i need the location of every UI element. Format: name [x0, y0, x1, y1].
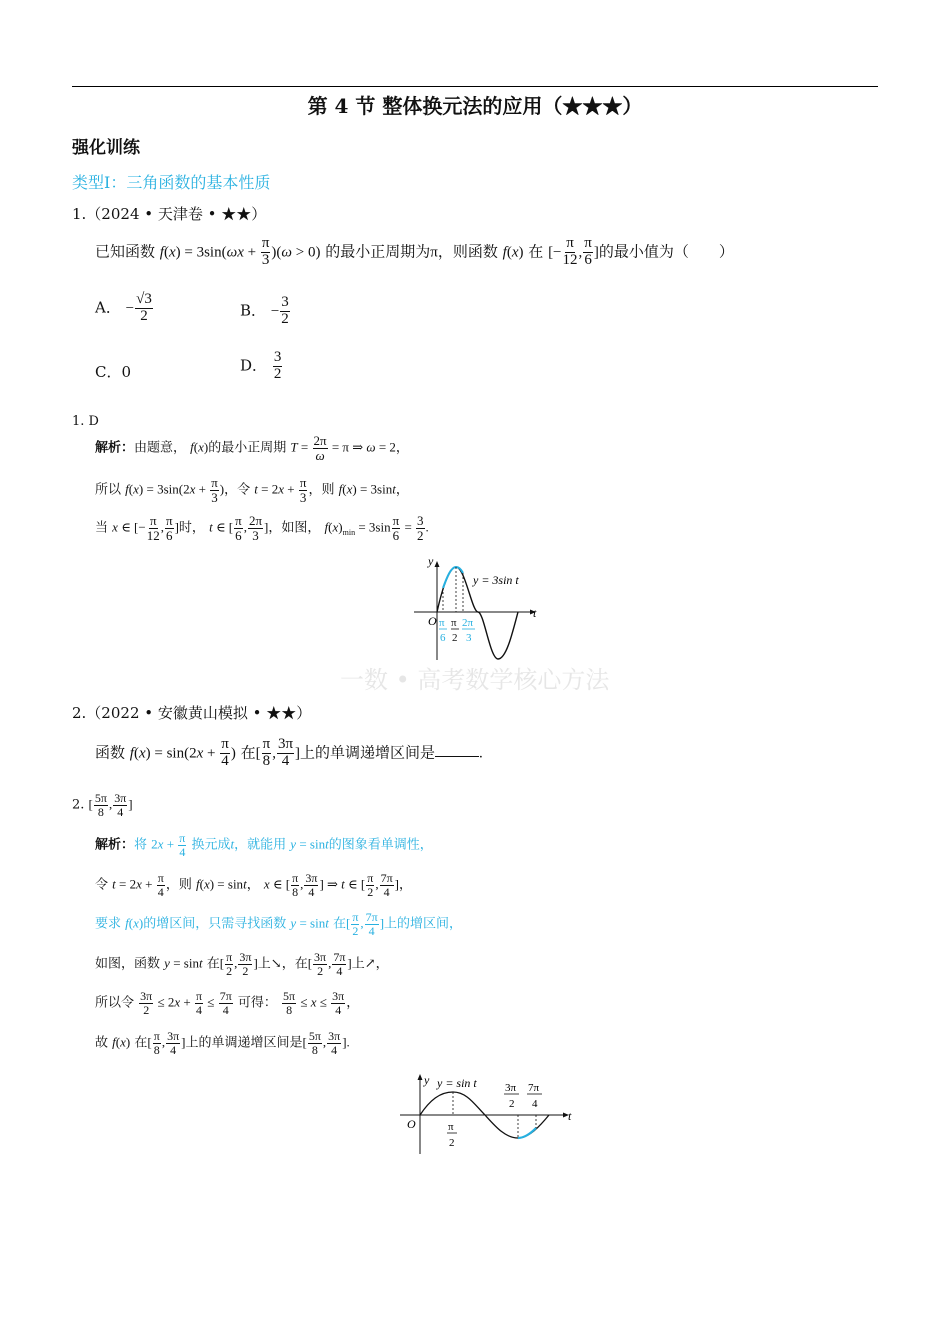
svg-text:7π: 7π [528, 1082, 540, 1094]
svg-text:π: π [448, 1121, 454, 1133]
q2-hint1: 解析：将 2x + $\frac{\pi}{4}$ 换元成t，就能用 y = sint的图象看单调性， [95, 831, 433, 859]
q1-option-c: C．0 [95, 363, 132, 381]
tick-pi-2 [451, 617, 459, 644]
svg-text:2: 2 [452, 632, 458, 644]
tick-pi-6 [439, 617, 447, 644]
y-axis-label: y [428, 555, 434, 568]
category-heading: 类型Ⅰ：三角函数的基本性质 [72, 173, 271, 192]
tick-3pi-2 [504, 1082, 519, 1110]
q2-line4: 所以令 $\frac{3\pi}{2}$ ≤ 2x + $\frac{\pi}{4}$ ≤ $\frac{7\pi}{4}$ 可得： $\frac{5\pi}{8}$ ≤ x ≤ $\frac{3\pi}{4}$ ， [95, 989, 360, 1017]
q2-line5: 故 f(x) 在[ $\frac{\pi}{8}$ , $\frac{3\pi}{4}$ ]上的单调递增区间是[ $\frac{5\pi}{8}$ , $\frac{3\pi}{4}$ ]. [95, 1029, 350, 1057]
q2-stem: 函数 f(x) = sin(2x + $\frac{\pi}{4}$ ) 在[ $\frac{\pi}{8}$ , $\frac{3\pi}{4}$ ]上的单调递增区间是 . [95, 736, 483, 769]
q1-option-d: D． $\frac{3}{2}$ [240, 349, 282, 382]
y-axis-label: y [424, 1073, 430, 1087]
q1-option-a: A． − $\frac{√3}{2}$ [95, 291, 152, 324]
highlighted-arc [443, 567, 463, 588]
q2-sine-graph [395, 1070, 580, 1160]
q2-hint2: 要求 f(x)的增区间，只需寻找函数 y = sint 在[ $\frac{\pi}{2}$ , $\frac{7\pi}{4}$ ]上的增区间， [95, 910, 463, 938]
q1-answer: 1. D [72, 414, 99, 429]
tick-2pi-3 [462, 617, 475, 644]
section-heading: 强化训练 [72, 138, 140, 158]
q1-stem: 已知函数 f(x) = 3sin(ωx + $\frac{\pi}{3}$ )(ω > 0) 的最小正周期为π，则函数 f(x) 在 [− $\frac{\pi}{12}$ , $\frac{\pi}{6}$ ]的最小值为（ ） [95, 235, 734, 268]
q2-line3: 如图，函数 y = sint 在[ $\frac{\pi}{2}$ , $\frac{3\pi}{2}$ ]上↘，在[ $\frac{3\pi}{2}$ , $\frac{7\pi}{4}$ ]上↗， [95, 950, 389, 978]
q1-label: 1.（2024 • 天津卷 • ★★） [72, 205, 267, 223]
svg-text:6: 6 [440, 632, 446, 644]
q1-solution-line3: 当 x ∈ [− $\frac{\pi}{12}$ , $\frac{\pi}{6}$ ]时， t ∈ [ $\frac{\pi}{6}$ , $\frac{2\pi}{3}$ ]，如图， $f(x)_{min} = 3\sin$ $\frac{\pi}{6}$ = $\frac{3}{2}$ . [95, 513, 429, 543]
svg-text:π: π [439, 617, 445, 629]
curve-label: y = sin t [437, 1076, 477, 1090]
q1-sine-graph [410, 555, 545, 665]
svg-text:π: π [451, 617, 457, 629]
origin-label: O [407, 1117, 416, 1131]
curve-label: y = 3sin t [473, 573, 519, 587]
q1-solution-line1: 解析：由题意， f(x)的最小正周期 T = $\frac{2\pi}{\omega}$ = π ⇒ ω = 2， [95, 433, 409, 463]
svg-text:3π: 3π [505, 1082, 517, 1094]
tick-7pi-4 [527, 1082, 542, 1110]
svg-text:2: 2 [449, 1137, 455, 1149]
highlighted-arc [518, 1128, 536, 1138]
svg-text:2π: 2π [462, 617, 474, 629]
svg-text:2: 2 [509, 1098, 515, 1110]
origin-label: O [428, 614, 437, 628]
q2-label: 2.（2022 • 安徽黄山模拟 • ★★） [72, 704, 312, 722]
svg-text:3: 3 [466, 632, 472, 644]
q1-option-b: B． − $\frac{3}{2}$ [240, 294, 289, 327]
q1-solution-line2: 所以 f(x) = 3sin(2x + $\frac{\pi}{3}$ )，令 t = 2x + $\frac{\pi}{3}$ ，则 f(x) = 3sint， [95, 475, 409, 505]
q2-line2: 令 t = 2x + $\frac{\pi}{4}$ ，则 f(x) = sint， x ∈ [ $\frac{\pi}{8}$ , $\frac{3\pi}{4}$ ] ⇒ t ∈ [ $\frac{\pi}{2}$ , $\frac{7\pi}{4}$ ]， [95, 871, 412, 899]
y-axis-arrow [418, 1074, 423, 1080]
q2-answer: 2. [ $\frac{5\pi}{8}$ , $\frac{3\pi}{4}$ ] [72, 791, 133, 819]
t-axis-label: t [568, 1109, 572, 1123]
watermark: 一数 • 高考数学核心方法 [340, 666, 610, 694]
page-title: 第 4 节 整体换元法的应用（★★★） [307, 94, 643, 118]
y-axis-arrow [435, 561, 440, 567]
svg-text:4: 4 [532, 1098, 538, 1110]
tick-pi-2 [447, 1121, 457, 1149]
t-axis-label: t [533, 606, 537, 620]
header-rule [72, 86, 878, 87]
